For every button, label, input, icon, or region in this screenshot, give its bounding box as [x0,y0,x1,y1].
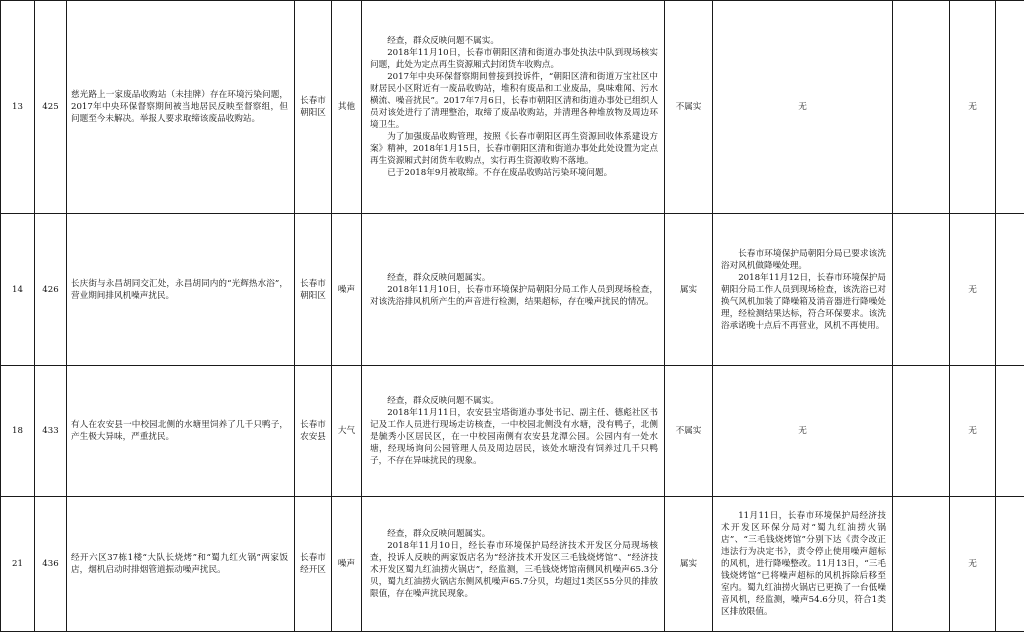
check-paragraph: 2017年中央环保督察期间曾接到投诉件，“朝阳区清和街道万宝社区中财居民小区附近有一废品收购站，堆积有废品和工业废品，臭味难闻、污水横流、噪音扰民”。2017年7月6日，长春市朝阳区清和街道办事处已组织人员对该处进行了清理整治，取缔了废品收购站，并清理各种堆放物及周边环境卫生。 [370,71,658,131]
result-paragraph: 11月11日，长春市环境保护局经济技术开发区环保分局对“蜀九红油捞火锅店”、“三毛钱烧烤馆”分别下达《责令改正违法行为决定书》，责令停止使用噪声超标的风机，进行降噪整改。11月13日，“三毛钱烧烤馆”已将噪声超标的风机拆除后移至室内。蜀九红油捞火锅店已更换了一台低噪音风机，经监测，噪声54.6分贝，符合1类区排放限值。 [721,510,886,618]
case-number-cell: 433 [35,366,67,497]
complaint-cell: 有人在农安县一中校园北侧的水塘里饲养了几千只鸭子，产生极大异味，严重扰民。 [67,366,295,497]
complaint-cell: 慈光路上一家废品收购站（未挂牌）存在环境污染问题，2017年中央环保督察期间被当地居民反映至督察组，但问题至今未解决。举报人要求取缔该废品收购站。 [67,1,295,214]
verdict-cell: 属实 [665,497,713,632]
check-paragraph: 2018年11月10日，长春市环境保护局朝阳分局工作人员到现场检查，对该洗浴排风机所产生的声音进行检测，结果超标，存在噪声扰民的情况。 [370,284,658,308]
check-paragraph: 已于2018年9月被取缔。不存在废品收购站污染环境问题。 [370,167,658,179]
check-paragraph: 经查，群众反映问题属实。 [370,528,658,540]
check-paragraph: 2018年11月10日，长春市朝阳区清和街道办事处执法中队到现场核实问题，此处为定点再生资源厢式封闭货车收购点。 [370,47,658,71]
type-cell: 噪声 [332,497,362,632]
blank-cell [996,497,1024,632]
result-paragraph: 2018年11月12日，长春市环境保护局朝阳分局工作人员到现场检查，该洗浴已对换气风机加装了降噪箱及消音器进行降噪处理，经检测结果达标，符合环保要求。该洗浴承诺晚十点后不再营业，风机不再使用。 [721,272,886,332]
complaint-cell: 长庆街与永昌胡同交汇处，永昌胡同内的“光辉热水浴”，营业期间排风机噪声扰民。 [67,214,295,366]
check-paragraph: 2018年11月10日，经长春市环境保护局经济技术开发区分局现场核查，投诉人反映的两家饭店名为“经济技术开发区三毛钱烧烤馆”、“经济技术开发区蜀九红油捞火锅店”，经监测，三毛钱烧烤馆南侧风机噪声65.3分贝，蜀九红油捞火锅店东侧风机噪声65.7分贝，均超过1类区55分贝的排放限值，存在噪声扰民现象。 [370,540,658,600]
check-paragraph: 经查，群众反映问题不属实。 [370,395,658,407]
table-row [1,366,1024,497]
type-cell: 其他 [332,1,362,214]
region-cell: 长春市朝阳区 [295,1,332,214]
check-cell [362,497,665,632]
blank-cell [996,1,1024,214]
blank-cell [996,214,1024,366]
blank-cell [893,366,950,497]
check-paragraph: 经查，群众反映问题属实。 [370,272,658,284]
result-paragraph: 长春市环境保护局朝阳分局已要求该洗浴对风机做降噪处理。 [721,248,886,272]
region-cell: 长春市经开区 [295,497,332,632]
check-paragraph: 为了加强废品收购管理，按照《长春市朝阳区再生资源回收体系建设方案》精神，2018年1月15日，长春市朝阳区清和街道办事处此处设置为定点再生资源厢式封闭货车收购点，实行再生资源收购不落地。 [370,131,658,167]
remark-cell: 无 [950,214,996,366]
region-cell: 长春市农安县 [295,366,332,497]
seq-cell: 13 [1,1,35,214]
verdict-cell: 属实 [665,214,713,366]
verdict-cell: 不属实 [665,1,713,214]
table-row [1,497,1024,632]
type-cell: 大气 [332,366,362,497]
result-cell [713,497,893,632]
type-cell: 噪声 [332,214,362,366]
verdict-cell: 不属实 [665,366,713,497]
result-cell: 无 [713,366,893,497]
check-cell [362,214,665,366]
result-cell: 无 [713,1,893,214]
blank-cell [893,497,950,632]
result-cell [713,214,893,366]
table-row [1,1,1024,214]
blank-cell [996,366,1024,497]
seq-cell: 14 [1,214,35,366]
region-cell: 长春市朝阳区 [295,214,332,366]
seq-cell: 21 [1,497,35,632]
table-row [1,214,1024,366]
check-paragraph: 2018年11月11日，农安县宝塔街道办事处书记、副主任、德彪社区书记及工作人员进行现场走访核查，一中校园北侧没有水塘，没有鸭子，北侧是毓秀小区居民区，在一中校园南侧有农安县龙潭公园。公园内有一处水塘，经现场询问公园管理人员及周边居民，该处水塘没有饲养过几千只鸭子，不存在异味扰民的现象。 [370,407,658,467]
case-number-cell: 425 [35,1,67,214]
blank-cell [893,1,950,214]
complaint-cell: 经开六区37栋1楼“大队长烧烤”和“蜀九红火锅”两家饭店，烟机启动时排烟管道振动噪声扰民。 [67,497,295,632]
case-number-cell: 436 [35,497,67,632]
seq-cell: 18 [1,366,35,497]
remark-cell: 无 [950,497,996,632]
case-number-cell: 426 [35,214,67,366]
blank-cell [893,214,950,366]
check-cell [362,366,665,497]
remark-cell: 无 [950,366,996,497]
check-cell [362,1,665,214]
check-paragraph: 经查，群众反映问题不属实。 [370,35,658,47]
remark-cell: 无 [950,1,996,214]
